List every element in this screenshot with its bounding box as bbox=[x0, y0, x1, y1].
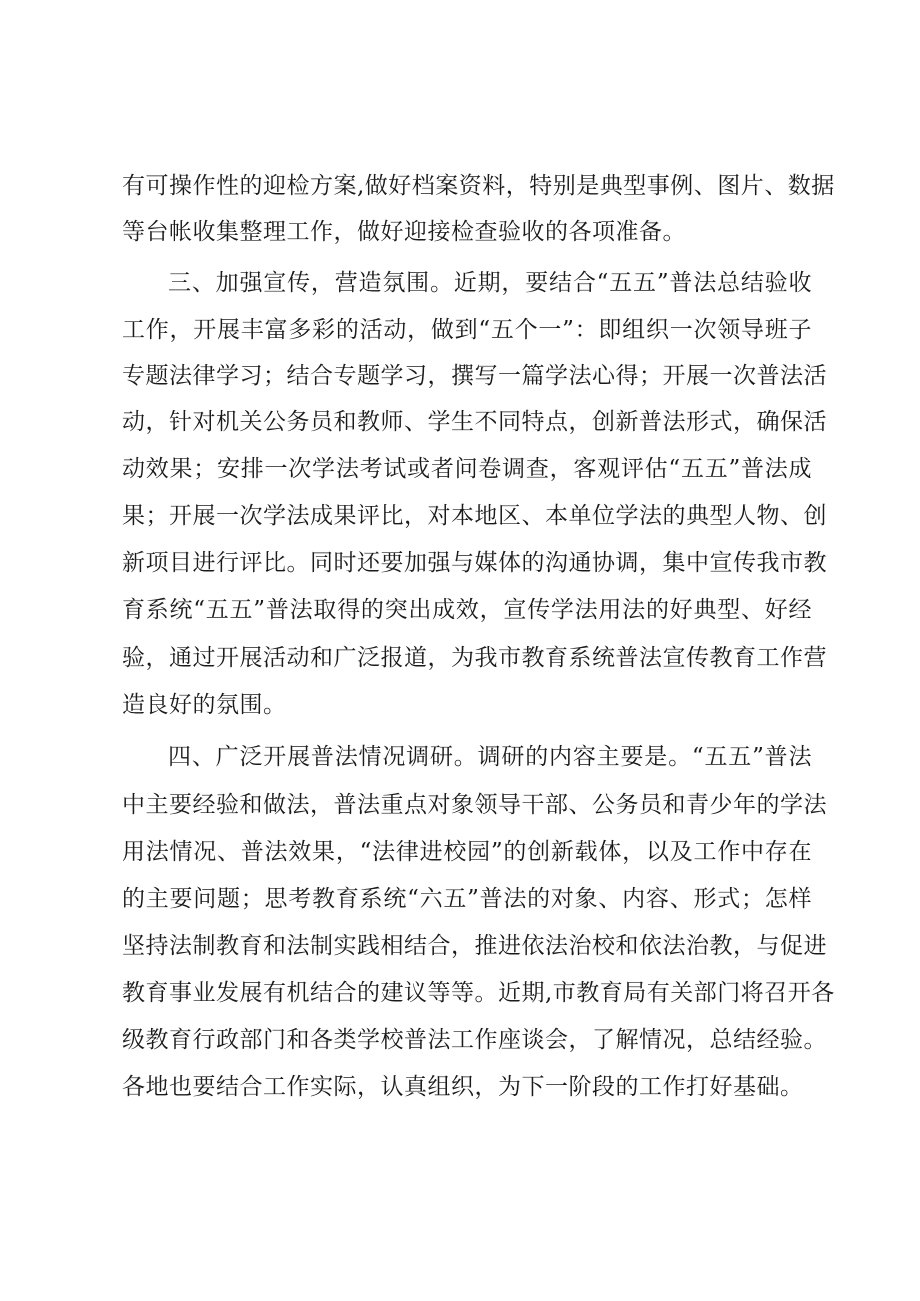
text-line: 动效果；安排一次学法考试或者问卷调查，客观评估“五五”普法成 bbox=[122, 456, 812, 482]
text-line: 有可操作性的迎检方案,做好档案资料，特别是典型事例、图片、数据 bbox=[122, 173, 835, 199]
text-line: 工作，开展丰富多彩的活动，做到“五个一”：即组织一次领导班子 bbox=[122, 317, 812, 343]
text-line: 验，通过开展活动和广泛报道，为我市教育系统普法宣传教育工作营 bbox=[122, 645, 827, 671]
text-line: 用法情况、普法效果，“法律进校园”的创新载体，以及工作中存在 bbox=[122, 839, 812, 865]
text-line: 育系统“五五”普法取得的突出成效，宣传学法用法的好典型、好经 bbox=[122, 597, 812, 623]
text-line: 专题法律学习；结合专题学习，撰写一篇学法心得；开展一次普法活 bbox=[122, 363, 827, 389]
text-line: 果；开展一次学法成果评比，对本地区、本单位学法的典型人物、创 bbox=[122, 503, 827, 529]
text-line: 级教育行政部门和各类学校普法工作座谈会，了解情况，总结经验。 bbox=[122, 1027, 827, 1053]
text-line: 各地也要结合工作实际，认真组织，为下一阶段的工作打好基础。 bbox=[122, 1074, 804, 1100]
text-line: 的主要问题；思考教育系统“六五”普法的对象、内容、形式；怎样 bbox=[122, 886, 812, 912]
paragraph-three-first-line: 三、加强宣传，营造氛围。近期，要结合“五五”普法总结验收 bbox=[168, 270, 812, 296]
text-line: 新项目进行评比。同时还要加强与媒体的沟通协调，集中宣传我市教 bbox=[122, 550, 827, 576]
text-line: 中主要经验和做法，普法重点对象领导干部、公务员和青少年的学法 bbox=[122, 792, 827, 818]
paragraph-four-first-line: 四、广泛开展普法情况调研。调研的内容主要是。“五五”普法 bbox=[168, 744, 812, 770]
text-line: 教育事业发展有机结合的建议等等。近期,市教育局有关部门将召开各 bbox=[122, 980, 835, 1006]
text-line: 等台帐收集整理工作，做好迎接检查验收的各项准备。 bbox=[122, 219, 686, 245]
text-line: 造良好的氛围。 bbox=[122, 692, 287, 718]
text-line: 坚持法制教育和法制实践相结合，推进依法治校和依法治教，与促进 bbox=[122, 933, 827, 959]
text-line: 动，针对机关公务员和教师、学生不同特点，创新普法形式，确保活 bbox=[122, 409, 827, 435]
